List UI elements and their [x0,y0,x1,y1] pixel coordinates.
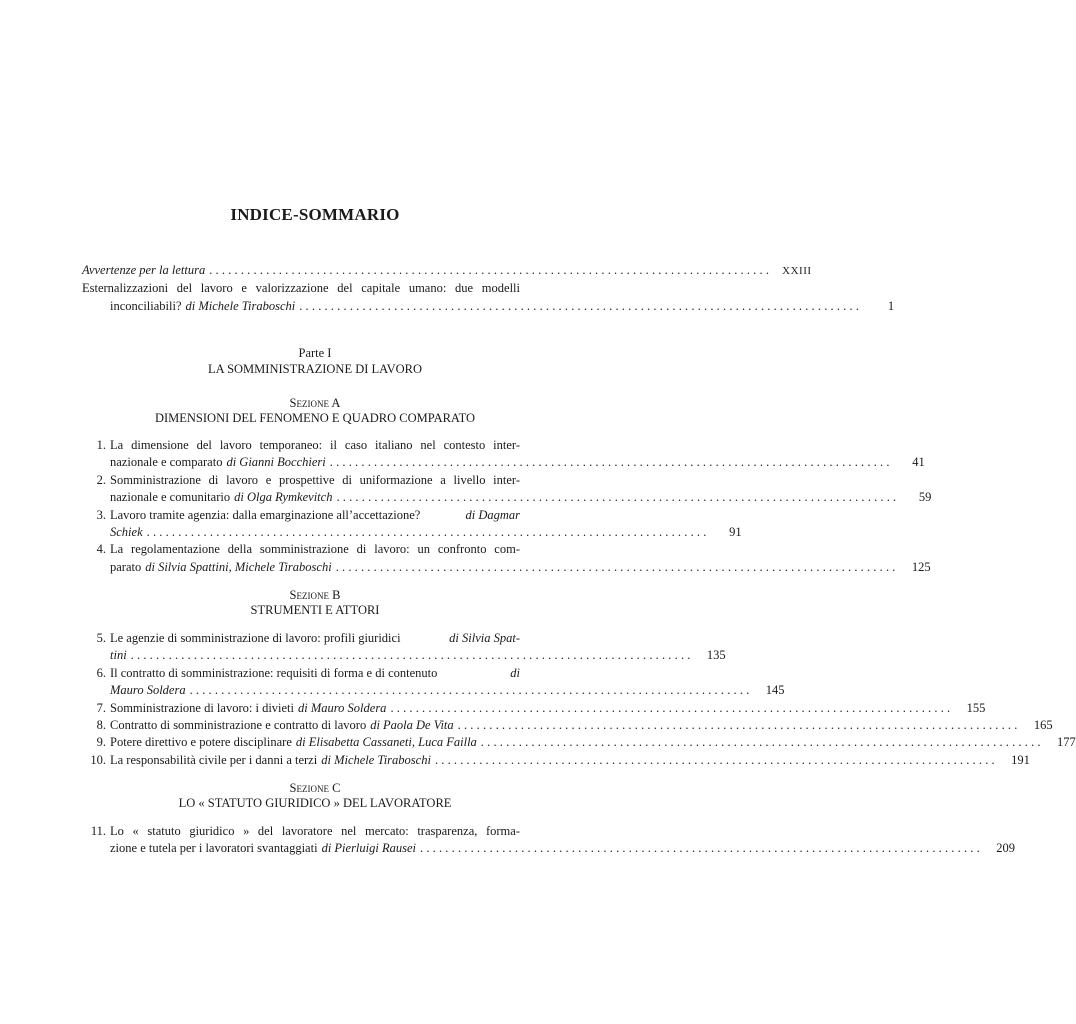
entry-title: Avvertenze per la lettura [82,263,206,277]
entry-author: di Michele Tiraboschi [321,752,431,767]
section-b-title: STRUMENTI E ATTORI [250,603,380,617]
entry-author: di Dagmar [465,507,520,522]
page-number: 209 [996,841,1015,856]
leader-dots: ......................................................................................... [335,559,899,574]
entry-author: tini [110,648,127,663]
page-number: XXIII [782,265,812,277]
entry-number: 6. [96,665,106,680]
entry-number: 1. [96,438,106,452]
page-number: 155 [966,700,986,715]
entry-number: 8. [96,718,106,733]
toc-entry[interactable] [82,665,785,700]
toc-entry[interactable] [82,437,925,472]
entry-number: 5. [96,631,106,645]
entry-title-line2: zione e tutela per i lavoratori svantaggiati [110,841,318,856]
section-c-title: LO « STATUTO GIURIDICO » DEL LAVORATORE [178,796,452,810]
entry-author: di Olga Rymkevitch [234,490,333,505]
entry-author: Mauro Soldera [110,683,186,698]
toc-entry[interactable] [82,472,932,507]
entry-number: 10. [90,752,106,767]
entry-author: di [510,665,520,680]
leader-dots: ......................................................................................... [390,700,954,715]
entry-number: 7. [96,700,106,715]
entry-title-line1: Il contratto di somministrazione: requisiti di forma e di contenuto [110,665,438,680]
section-a-title: DIMENSIONI DEL FENOMENO E QUADRO COMPARATO [154,411,476,425]
toc-entry-esternalizzazioni[interactable] [82,280,895,315]
part-title: LA SOMMINISTRAZIONE DI LAVORO [207,362,422,376]
section-c-entries [82,823,1015,858]
leader-dots: ......................................................................................... [130,648,694,663]
entry-title-line1: Lavoro tramite agenzia: dalla emarginazione all’accettazione? [110,507,421,522]
toc-entry[interactable] [82,700,986,717]
entry-number: 11. [90,824,106,838]
toc-entry[interactable] [82,541,931,576]
toc-entry[interactable] [82,717,1053,734]
entry-title-line1: Lo « statuto giuridico » del lavoratore nel mercato: trasparenza, forma- [110,824,520,838]
leader-dots: ......................................................................................... [146,525,710,540]
entry-number: 9. [96,735,106,750]
page-number: 59 [918,490,932,505]
entry-author: di Silvia Spat- [449,631,520,645]
entry-number: 2. [96,472,106,487]
entry-title-line2: nazionale e comunitario [110,490,231,505]
entry-author: di Michele Tiraboschi [185,298,296,313]
page-title: INDICE-SOMMARIO [230,205,400,224]
leader-dots: ......................................................................................... [457,718,1021,733]
leader-dots: ......................................................................................... [329,455,893,470]
leader-dots: ......................................................................................... [189,683,753,698]
front-matter [82,262,895,315]
section-a-entries [82,437,932,576]
entry-author: Schiek [110,525,143,540]
section-b-label: Sezione B [289,588,341,602]
part-label: Parte I [298,346,332,360]
entry-author: di Gianni Bocchieri [226,455,326,470]
page-number: 145 [765,683,785,698]
page-number: 41 [912,455,925,470]
leader-dots: ......................................................................................... [336,490,900,505]
entry-title-line1: Esternalizzazioni del lavoro e valorizzazione del capitale umano: due modelli [82,281,520,296]
entry-title: Potere direttivo e potere disciplinare [110,735,292,750]
entry-author: di Silvia Spattini, Michele Tiraboschi [145,559,332,574]
section-c-label: Sezione C [289,781,341,795]
toc-entry[interactable] [82,507,742,542]
leader-dots: ......................................................................................... [420,841,983,856]
section-b-entries [82,630,1076,769]
toc-entry[interactable] [82,630,726,665]
page-number: 165 [1033,718,1053,733]
page-number: 1 [887,298,895,313]
entry-title-line2: nazionale e comparato [110,455,223,470]
entry-title-line1: Somministrazione di lavoro e prospettive di uniformazione a livello inter- [110,472,520,487]
page-number: 135 [706,648,726,663]
entry-author: di Pierluigi Rausei [321,841,416,856]
entry-title-line2: inconciliabili? [110,298,182,313]
entry-author: di Mauro Soldera [298,700,387,715]
entry-number: 3. [96,507,106,522]
entry-number: 4. [96,542,106,557]
entry-title: La responsabilità civile per i danni a terzi [110,752,318,767]
entry-title-line2: parato [110,559,142,574]
entry-title: Somministrazione di lavoro: i divieti [110,700,295,715]
entry-title: Contratto di somministrazione e contratto di lavoro [110,718,367,733]
leader-dots: ......................................................................................... [209,263,773,277]
entry-title-line1: La dimensione del lavoro temporaneo: il caso italiano nel contesto inter- [110,438,520,452]
entry-title-line1: Le agenzie di somministrazione di lavoro: profili giuridici [110,631,401,645]
entry-author: di Paola De Vita [370,718,454,733]
page-number: 177 [1056,735,1076,750]
leader-dots: ......................................................................................... [480,735,1044,750]
entry-author: di Elisabetta Cassaneti, Luca Failla [295,735,477,750]
leader-dots: ......................................................................................... [434,752,998,767]
page-number: 191 [1011,752,1030,767]
toc-entry[interactable] [82,752,1030,769]
toc-entry[interactable] [82,734,1076,751]
toc-entry-avvertenze[interactable] [82,262,812,280]
page-number: 125 [911,559,931,574]
entry-title-line1: La regolamentazione della somministrazione di lavoro: un confronto com- [110,542,520,557]
page-number: 91 [729,525,742,540]
leader-dots: ......................................................................................... [299,298,863,313]
section-a-label: Sezione A [289,396,341,410]
toc-entry[interactable] [82,823,1015,858]
